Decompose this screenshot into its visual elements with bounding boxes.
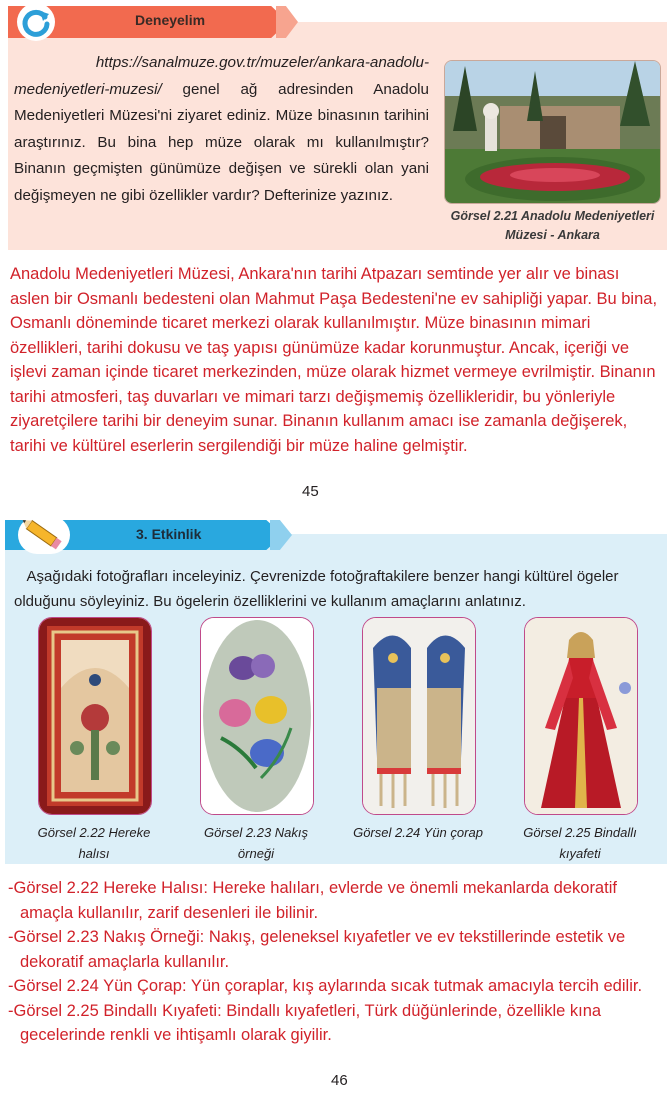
answer-deneyelim: Anadolu Medeniyetleri Müzesi, Ankara'nın tarihi Atpazarı semtinde yer alır ve binası aslen bir Osmanlı bedesteni olan Mahmut Paşa Bedesteni'ne ev sahipliği yapar. Bu bina, Osmanlı döneminde ticaret merkezi olarak kullanılmıştır. Müze binasının mimari özellikleri, tarihi dokusu ve taş yapısı günümüze kadar korunmuştur. Ancak, içeriği ve işlevi zaman içinde ticaret merkezinden, müze olarak hizmet vermeye evrilmiştir. Binanın tarihi atmosferi, taş duvarları ve mimari tarzı değişmemiş özellikleridir, bu yönleriyle ziyaretçilere tarihi bir deneyim sunar. Binanın kullanım amacı ise zamanla değişerek, tarihi ve kültürel eserlerin sergilendiği bir müze haline gelmiştir. (10, 265, 658, 455)
museum-photo (444, 60, 661, 204)
answer-line: -Görsel 2.23 Nakış Örneği: Nakış, geleneksel kıyafetler ve ev tekstillerinde estetik ve dekoratif amaçlarla kullanılır. (8, 928, 626, 971)
refresh-icon (16, 2, 56, 42)
photo-bindalli-dress (524, 617, 638, 815)
etkinlik-instructions-text: Aşağıdaki fotoğrafları inceleyiniz. Çevrenizde fotoğraftakilere benzer hangi kültürel ögeler olduğunu söyleyiniz. Bu ögelerin özelliklerini ve kullanım amaçlarını anlatınız. (14, 568, 619, 610)
photo-hereke-carpet (38, 617, 152, 815)
answer-line: -Görsel 2.25 Bindallı Kıyafeti: Bindallı kıyafetleri, Türk düğünlerinde, özellikle kına gecelerinde renkli ve ihtişamlı olarak giyilir. (8, 1001, 602, 1044)
museum-photo-caption: Görsel 2.21 Anadolu Medeniyetleri Müzesi - Ankara (450, 209, 655, 242)
caption-bindalli-dress: Görsel 2.25 Bindallı kıyafeti (523, 825, 637, 861)
answer-line: -Görsel 2.24 Yün Çorap: Yün çoraplar, kış aylarında sıcak tutmak amacıyla tercih edilir. (8, 977, 643, 995)
answer-etkinlik (8, 876, 668, 1048)
caption-hereke-carpet: Görsel 2.22 Hereke halısı (37, 825, 151, 861)
page-number: 46 (331, 1072, 348, 1089)
deneyelim-instructions-text: genel ağ adresinden Anadolu Medeniyetleri Müzesi'ni ziyaret ediniz. Müze binasının tarihini araştırınız. Bu bina hep müze olarak mı kullanılmıştır? Binanın geçmişten günümüze değişen ve sürekli olan yani değişmeyen ne gibi özellikler vardır? Defterinize yazınız. (14, 80, 429, 204)
caption-wool-socks: Görsel 2.24 Yün çorap (353, 825, 483, 840)
deneyelim-instructions (14, 50, 429, 209)
etkinlik-title: 3. Etkinlik (136, 526, 202, 542)
answer-line: -Görsel 2.22 Hereke Halısı: Hereke halıları, evlerde ve önemli mekanlarda dekoratif amaçla kullanılır, zarif desenleri ile bilinir. (8, 879, 617, 922)
photo-wool-socks (362, 617, 476, 815)
etkinlik-instructions (14, 564, 662, 614)
pencil-icon (18, 516, 70, 554)
caption-embroidery: Görsel 2.23 Nakış örneği (203, 825, 309, 861)
page-number: 45 (302, 483, 319, 500)
deneyelim-title: Deneyelim (135, 12, 206, 28)
pencil-badge (18, 516, 70, 554)
museum-url-link[interactable]: https://sanalmuze.gov.tr/muzeler/ankara-anadolu-medeniyetleri-muzesi/ (14, 54, 429, 98)
photo-embroidery (200, 617, 314, 815)
